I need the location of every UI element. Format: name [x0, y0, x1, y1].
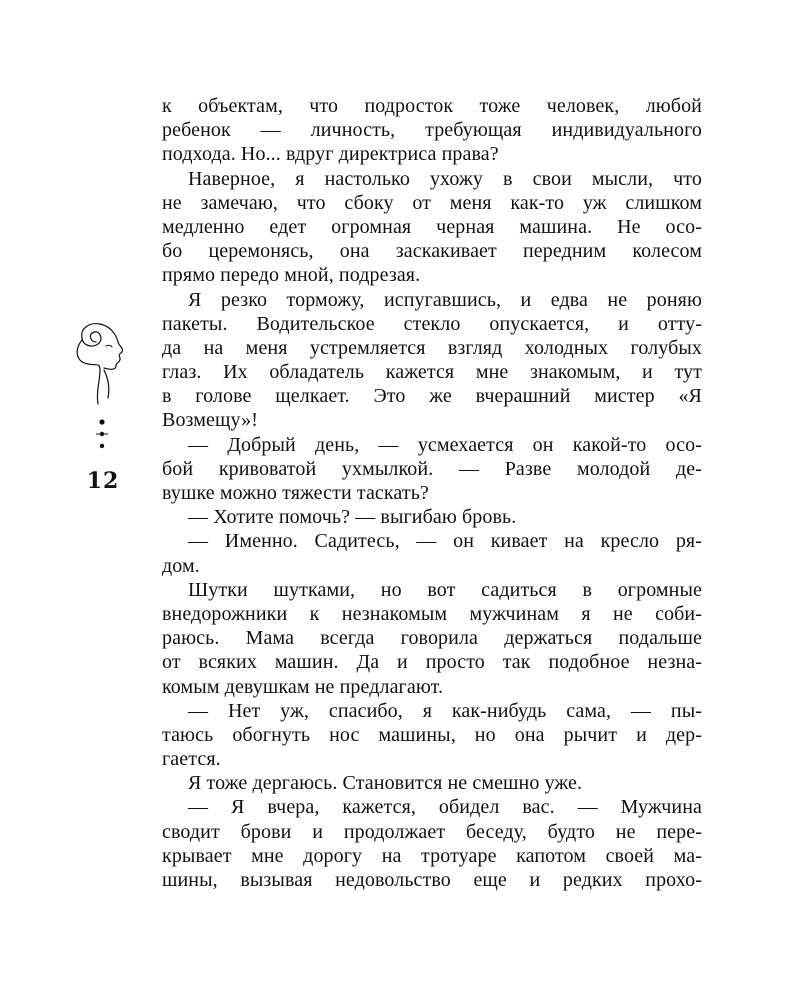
text-line: Наверное, я настолько ухожу в свои мысли, что	[188, 167, 702, 190]
text-line: — Нет уж, спасибо, я как-нибудь сама, — пы-	[188, 699, 702, 722]
text-line: таюсь обогнуть нос машины, но она рычит и дер-	[162, 723, 702, 746]
text-line: пакеты. Водительское стекло опускается, и отту-	[162, 312, 702, 335]
text-line: сводит брови и продолжает беседу, будто не пере-	[162, 820, 702, 843]
text-line: крывает мне дорогу на тротуаре капотом своей ма-	[162, 844, 702, 867]
text-line: Я тоже дергаюсь. Становится не смешно уже.	[188, 772, 583, 795]
text-line: вушке можно тяжести таскать?	[162, 482, 429, 504]
text-line: — Добрый день, — усмехается он какой-то осо-	[188, 433, 702, 456]
text-line: — Хотите помочь? — выгибаю бровь.	[188, 506, 517, 529]
text-line: в голове щелкает. Это же вчерашний мистер «Я	[162, 385, 702, 408]
text-line: комым девушкам не предлагают.	[162, 675, 444, 698]
text-line: глаз. Их обладатель кажется мне знакомым, и тут	[162, 361, 702, 384]
text-line: бой кривоватой ухмылкой. — Разве молодой де-	[162, 457, 702, 480]
text-line: — Именно. Садитесь, — он кивает на кресло ря-	[188, 530, 702, 553]
text-line: шины, вызывая недовольство еще и редких прохо-	[162, 869, 702, 891]
text-line: дом.	[162, 554, 200, 577]
text-line: Шутки шутками, но вот садиться в огромные	[188, 578, 702, 601]
ornament-dots-icon	[92, 418, 112, 454]
text-line: к объектам, что подросток тоже человек, любой	[162, 95, 702, 117]
text-line: ребенок — личность, требующая индивидуального	[162, 119, 702, 142]
page-number: 12	[86, 468, 120, 494]
text-line: подхода. Но... вдруг директриса права?	[162, 143, 499, 166]
text-line: медленно едет огромная черная машина. Не осо-	[162, 215, 702, 238]
text-line: Возмещу»!	[162, 409, 258, 432]
text-line: Я резко торможу, испугавшись, и едва не роняю	[188, 288, 702, 311]
text-line: не замечаю, что сбоку от меня как-то уж слишком	[162, 191, 702, 214]
body-text	[162, 94, 702, 892]
text-line: внедорожники к незнакомым мужчинам я не соби-	[162, 602, 702, 625]
text-line: да на меня устремляется взгляд холодных голубых	[162, 336, 702, 359]
text-line: прямо передо мной, подрезая.	[162, 264, 421, 287]
text-line: — Я вчера, кажется, обидел вас. — Мужчина	[188, 796, 702, 819]
text-line: от всяких машин. Да и просто так подобное незна-	[162, 651, 702, 674]
text-line: гается.	[162, 748, 221, 771]
text-line: бо церемонясь, она заскакивает передним колесом	[162, 240, 702, 263]
face-line-art-icon	[70, 318, 134, 408]
text-line: раюсь. Мама всегда говорила держаться подальше	[162, 627, 702, 650]
